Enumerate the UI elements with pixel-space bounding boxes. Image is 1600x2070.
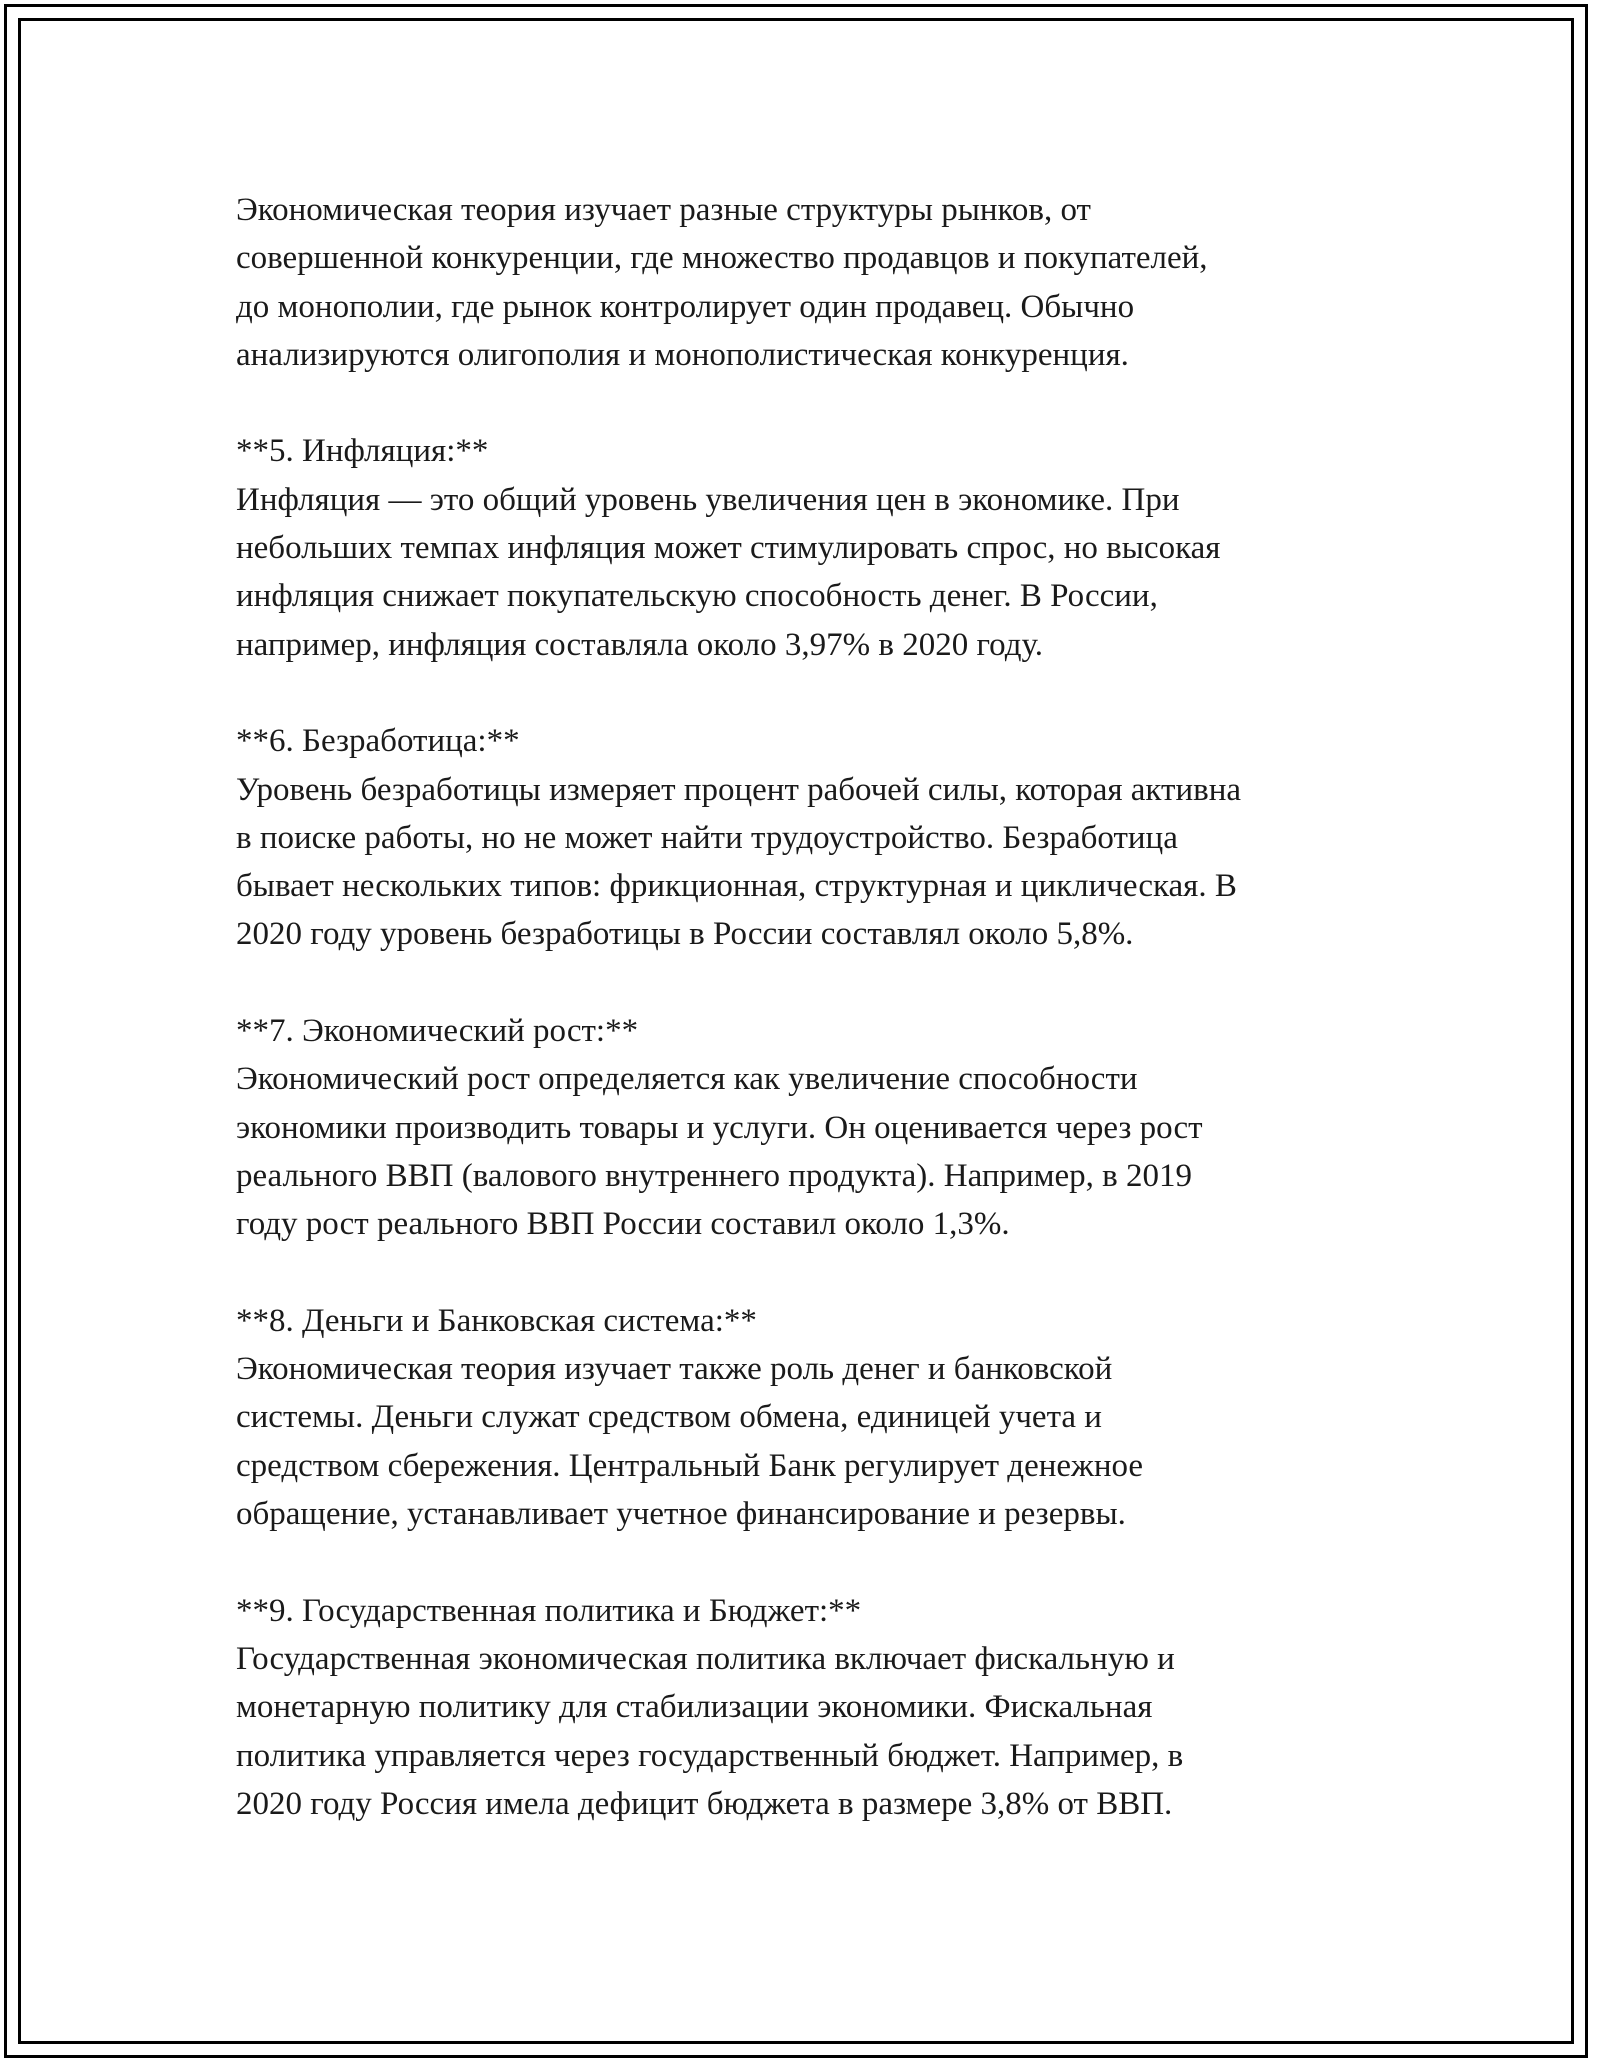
- section-heading: **6. Безработица:**: [236, 723, 520, 760]
- section-heading: **7. Экономический рост:**: [236, 1013, 639, 1050]
- paragraph-line: например, инфляция составляла около 3,97% в 2020 году.: [236, 626, 1043, 663]
- section-unemployment: [236, 717, 1376, 958]
- intro-paragraph: [236, 186, 1376, 379]
- paragraph-line: небольших темпах инфляция может стимулировать спрос, но высокая: [236, 530, 1221, 567]
- paragraph-line: 2020 году Россия имела дефицит бюджета в размере 3,8% от ВВП.: [236, 1785, 1173, 1822]
- paragraph-line: политика управляется через государственный бюджет. Например, в: [236, 1737, 1184, 1774]
- paragraph-line: Экономическая теория изучает также роль денег и банковской: [236, 1351, 1113, 1388]
- section-state-policy-budget: [236, 1587, 1376, 1828]
- paragraph-line: совершенной конкуренции, где множество продавцов и покупателей,: [236, 240, 1208, 277]
- section-money-banking: [236, 1297, 1376, 1538]
- paragraph-line: экономики производить товары и услуги. Он оценивается через рост: [236, 1109, 1203, 1146]
- paragraph-line: до монополии, где рынок контролирует один продавец. Обычно: [236, 288, 1135, 325]
- paragraph-line: системы. Деньги служат средством обмена, единицей учета и: [236, 1399, 1102, 1436]
- document-body: [236, 186, 1376, 1876]
- paragraph-line: Экономический рост определяется как увеличение способности: [236, 1061, 1138, 1098]
- paragraph-line: обращение, устанавливает учетное финансирование и резервы.: [236, 1496, 1126, 1533]
- section-heading: **9. Государственная политика и Бюджет:**: [236, 1592, 862, 1629]
- paragraph-line: бывает нескольких типов: фрикционная, структурная и циклическая. В: [236, 868, 1237, 905]
- paragraph-line: инфляция снижает покупательскую способность денег. В России,: [236, 578, 1158, 615]
- paragraph-line: анализируются олигополия и монополистическая конкуренция.: [236, 336, 1129, 373]
- paragraph-line: году рост реального ВВП России составил около 1,3%.: [236, 1206, 1010, 1243]
- paragraph-line: реального ВВП (валового внутреннего продукта). Например, в 2019: [236, 1157, 1193, 1194]
- paragraph-line: средством сбережения. Центральный Банк регулирует денежное: [236, 1447, 1144, 1484]
- paragraph-line: монетарную политику для стабилизации экономики. Фискальная: [236, 1689, 1153, 1726]
- paragraph-line: Государственная экономическая политика включает фискальную и: [236, 1640, 1175, 1677]
- paragraph-line: в поиске работы, но не может найти трудоустройство. Безработица: [236, 819, 1178, 856]
- paragraph-line: Экономическая теория изучает разные структуры рынков, от: [236, 192, 1091, 228]
- section-heading: **8. Деньги и Банковская система:**: [236, 1302, 757, 1339]
- paragraph-line: Уровень безработицы измеряет процент рабочей силы, которая активна: [236, 771, 1242, 808]
- paragraph-line: 2020 году уровень безработицы в России составлял около 5,8%.: [236, 916, 1134, 953]
- paragraph-line: Инфляция — это общий уровень увеличения цен в экономике. При: [236, 481, 1180, 518]
- section-inflation: [236, 427, 1376, 668]
- section-economic-growth: [236, 1007, 1376, 1248]
- section-heading: **5. Инфляция:**: [236, 433, 489, 470]
